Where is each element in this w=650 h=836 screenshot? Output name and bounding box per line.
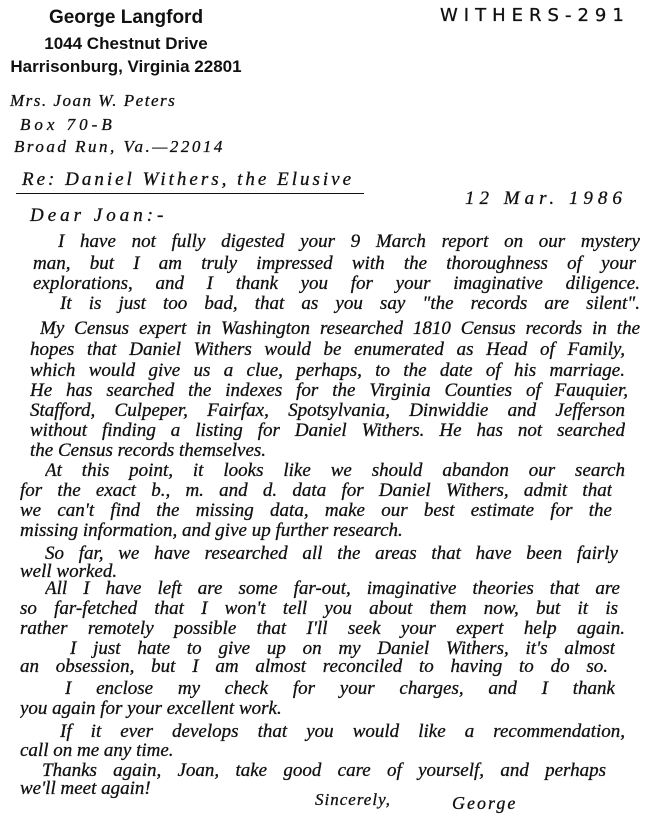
letterhead-city: Harrisonburg, Virginia 22801 xyxy=(10,57,242,76)
body-line: Stafford, Culpeper, Fairfax, Spotsylvania, Dinwiddie and Jefferson xyxy=(30,400,625,421)
body-line: explorations, and I thank you for your imaginative diligence. xyxy=(33,273,640,294)
body-line: It is just too bad, that as you say "the records are silent". xyxy=(60,293,640,314)
body-line: the Census records themselves. xyxy=(30,440,267,461)
body-line: All I have left are some far-out, imaginative theories that are xyxy=(45,578,620,599)
letterhead-name: George Langford xyxy=(48,7,204,28)
recipient-city: Broad Run, Va.—22014 xyxy=(14,137,225,156)
body-line: So far, we have researched all the areas that have been fairly xyxy=(45,543,618,564)
body-line: so far-fetched that I won't tell you about them now, but it is xyxy=(20,598,618,619)
body-line: If it ever develops that you would like a recommendation, xyxy=(60,721,625,742)
body-line: Thanks again, Joan, take good care of yourself, and perhaps xyxy=(42,760,606,781)
subject-underline xyxy=(16,193,364,194)
body-line: I enclose my check for your charges, and I thank xyxy=(65,678,615,699)
body-line: for the exact b., m. and d. data for Daniel Withers, admit that xyxy=(20,480,612,501)
body-line: without finding a listing for Daniel Withers. He has not searched xyxy=(30,420,625,441)
recipient-name: Mrs. Joan W. Peters xyxy=(10,91,177,110)
body-line: At this point, it looks like we should abandon our search xyxy=(45,460,625,481)
letterhead-street: 1044 Chestnut Drive xyxy=(44,34,208,53)
body-line: missing information, and give up further research. xyxy=(20,520,403,541)
letter-date: 12 Mar. 1986 xyxy=(465,188,627,209)
body-line: man, but I am truly impressed with the thoroughness of your xyxy=(33,253,636,274)
body-line: which would give us a clue, perhaps, to the date of his marriage. xyxy=(30,360,625,381)
body-line: I just hate to give up on my Daniel Withers, it's almost xyxy=(70,638,615,659)
body-line: He has searched the indexes for the Virginia Counties of Fauquier, xyxy=(30,380,628,401)
body-line: you again for your excellent work. xyxy=(20,698,282,719)
body-line: well worked. xyxy=(20,561,118,582)
recipient-box: Box 70-B xyxy=(20,115,116,134)
closing: Sincerely, xyxy=(315,790,391,809)
body-line: I have not fully digested your 9 March report on our mystery xyxy=(58,231,640,252)
body-line: hopes that Daniel Withers would be enumerated as Head of Family, xyxy=(30,339,625,360)
body-line: we'll meet again! xyxy=(20,778,151,799)
file-reference: WITHERS-291 xyxy=(440,5,630,26)
body-line: call on me any time. xyxy=(20,740,174,761)
body-line: an obsession, but I am almost reconciled to having to do so. xyxy=(20,656,608,677)
body-line: we can't find the missing data, make our best estimate for the xyxy=(20,500,612,521)
body-line: rather remotely possible that I'll seek your expert help again. xyxy=(20,618,625,639)
subject-line: Re: Daniel Withers, the Elusive xyxy=(22,169,355,190)
body-line: My Census expert in Washington researched 1810 Census records in the xyxy=(40,318,640,339)
signature: George xyxy=(452,793,518,813)
salutation: Dear Joan:- xyxy=(30,205,168,226)
